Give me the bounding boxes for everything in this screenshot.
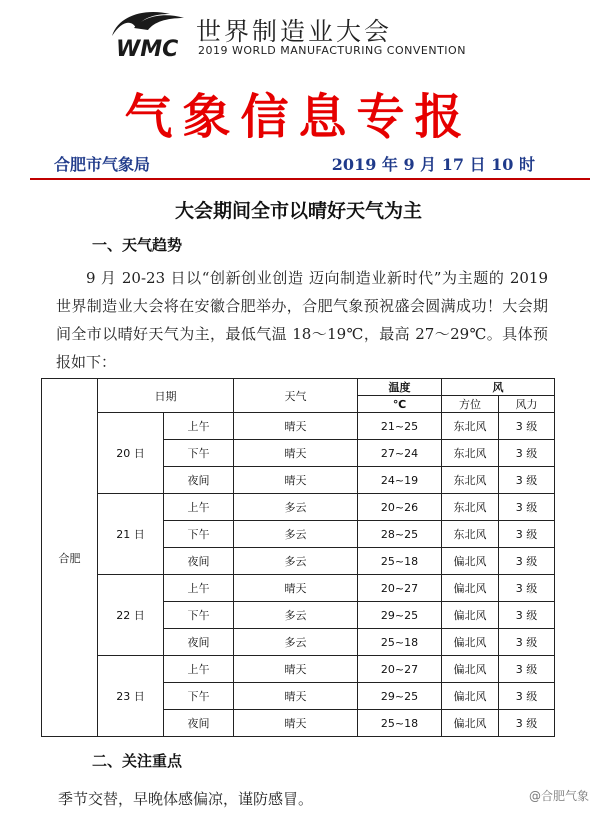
forecast-table <box>41 378 555 737</box>
weather-cell: 晴天 <box>234 440 358 467</box>
period-cell: 上午 <box>164 413 234 440</box>
period-cell: 下午 <box>164 521 234 548</box>
wind-dir-cell: 东北风 <box>442 440 499 467</box>
issue-datetime: 2019 年 9 月 17 日 10 时 <box>331 155 535 174</box>
period-cell: 上午 <box>164 575 234 602</box>
headline: 大会期间全市以晴好天气为主 <box>174 200 422 222</box>
weather-cell: 晴天 <box>234 683 358 710</box>
header-date: 日期 <box>98 379 234 413</box>
temp-cell: 20~27 <box>358 575 442 602</box>
wind-dir-cell: 偏北风 <box>442 575 499 602</box>
table-row <box>42 413 555 440</box>
focus-text: 季节交替，早晚体感偏凉，谨防感冒。 <box>58 790 314 808</box>
wind-dir-cell: 偏北风 <box>442 683 499 710</box>
date-cell: 20 日 <box>98 413 164 494</box>
conference-name-en: 2019 WORLD MANUFACTURING CONVENTION <box>198 44 466 57</box>
header-temp: 温度 <box>358 379 442 396</box>
wind-dir-cell: 偏北风 <box>442 656 499 683</box>
header-wind-dir: 方位 <box>442 396 499 413</box>
weather-cell: 多云 <box>234 629 358 656</box>
wind-dir-cell: 东北风 <box>442 521 499 548</box>
wind-force-cell: 3 级 <box>499 521 555 548</box>
weather-cell: 多云 <box>234 548 358 575</box>
temp-cell: 27~24 <box>358 440 442 467</box>
header-temp-unit: ℃ <box>358 396 442 413</box>
weather-cell: 晴天 <box>234 710 358 737</box>
svg-text:WMC: WMC <box>116 37 179 62</box>
wind-dir-cell: 偏北风 <box>442 548 499 575</box>
period-cell: 夜间 <box>164 548 234 575</box>
wind-force-cell: 3 级 <box>499 602 555 629</box>
section-heading-focus: 二、关注重点 <box>92 752 183 770</box>
temp-cell: 29~25 <box>358 683 442 710</box>
temp-cell: 20~27 <box>358 656 442 683</box>
temp-cell: 29~25 <box>358 602 442 629</box>
wind-force-cell: 3 级 <box>499 629 555 656</box>
temp-cell: 25~18 <box>358 710 442 737</box>
wind-force-cell: 3 级 <box>499 656 555 683</box>
header-wind: 风 <box>442 379 555 396</box>
wind-force-cell: 3 级 <box>499 575 555 602</box>
date-cell: 21 日 <box>98 494 164 575</box>
bulletin-title: 气象信息专报 <box>124 89 473 145</box>
period-cell: 夜间 <box>164 467 234 494</box>
wind-dir-cell: 东北风 <box>442 494 499 521</box>
wind-dir-cell: 偏北风 <box>442 629 499 656</box>
header-weather: 天气 <box>234 379 358 413</box>
wind-force-cell: 3 级 <box>499 494 555 521</box>
wind-dir-cell: 东北风 <box>442 467 499 494</box>
temp-cell: 20~26 <box>358 494 442 521</box>
wind-force-cell: 3 级 <box>499 467 555 494</box>
weather-cell: 晴天 <box>234 656 358 683</box>
wind-force-cell: 3 级 <box>499 413 555 440</box>
period-cell: 下午 <box>164 602 234 629</box>
wind-dir-cell: 东北风 <box>442 413 499 440</box>
issuer: 合肥市气象局 <box>54 155 151 174</box>
weather-cell: 晴天 <box>234 413 358 440</box>
date-cell: 22 日 <box>98 575 164 656</box>
wind-dir-cell: 偏北风 <box>442 602 499 629</box>
table-row <box>42 575 555 602</box>
wind-dir-cell: 偏北风 <box>442 710 499 737</box>
temp-cell: 21~25 <box>358 413 442 440</box>
wind-force-cell: 3 级 <box>499 440 555 467</box>
weather-cell: 多云 <box>234 602 358 629</box>
wmc-logo-icon <box>104 6 196 62</box>
weather-cell: 晴天 <box>234 575 358 602</box>
weather-cell: 晴天 <box>234 467 358 494</box>
weather-cell: 多云 <box>234 521 358 548</box>
period-cell: 下午 <box>164 440 234 467</box>
wind-force-cell: 3 级 <box>499 548 555 575</box>
table-row <box>42 494 555 521</box>
period-cell: 下午 <box>164 683 234 710</box>
wind-force-cell: 3 级 <box>499 710 555 737</box>
red-divider <box>30 178 590 180</box>
city-cell: 合肥 <box>42 379 98 737</box>
period-cell: 上午 <box>164 656 234 683</box>
temp-cell: 25~18 <box>358 629 442 656</box>
temp-cell: 28~25 <box>358 521 442 548</box>
trend-paragraph: 9 月 20-23 日以“创新创业创造 迈向制造业新时代”为主题的 2019 世界制造业大会将在安徽合肥举办，合肥气象预祝盛会圆满成功！大会期间全市以晴好天气为主，最低气温 18～19℃，最高 27～29℃。具体预报如下： <box>56 269 548 371</box>
conference-name-cn: 世界制造业大会 <box>196 17 393 46</box>
header-wind-force: 风力 <box>499 396 555 413</box>
wind-force-cell: 3 级 <box>499 683 555 710</box>
conference-header <box>0 0 597 70</box>
date-cell: 23 日 <box>98 656 164 737</box>
period-cell: 夜间 <box>164 629 234 656</box>
section-heading-trend: 一、天气趋势 <box>92 236 183 254</box>
weibo-watermark: @合肥气象 <box>528 789 589 803</box>
table-row <box>42 656 555 683</box>
temp-cell: 24~19 <box>358 467 442 494</box>
temp-cell: 25~18 <box>358 548 442 575</box>
period-cell: 上午 <box>164 494 234 521</box>
weather-cell: 多云 <box>234 494 358 521</box>
period-cell: 夜间 <box>164 710 234 737</box>
